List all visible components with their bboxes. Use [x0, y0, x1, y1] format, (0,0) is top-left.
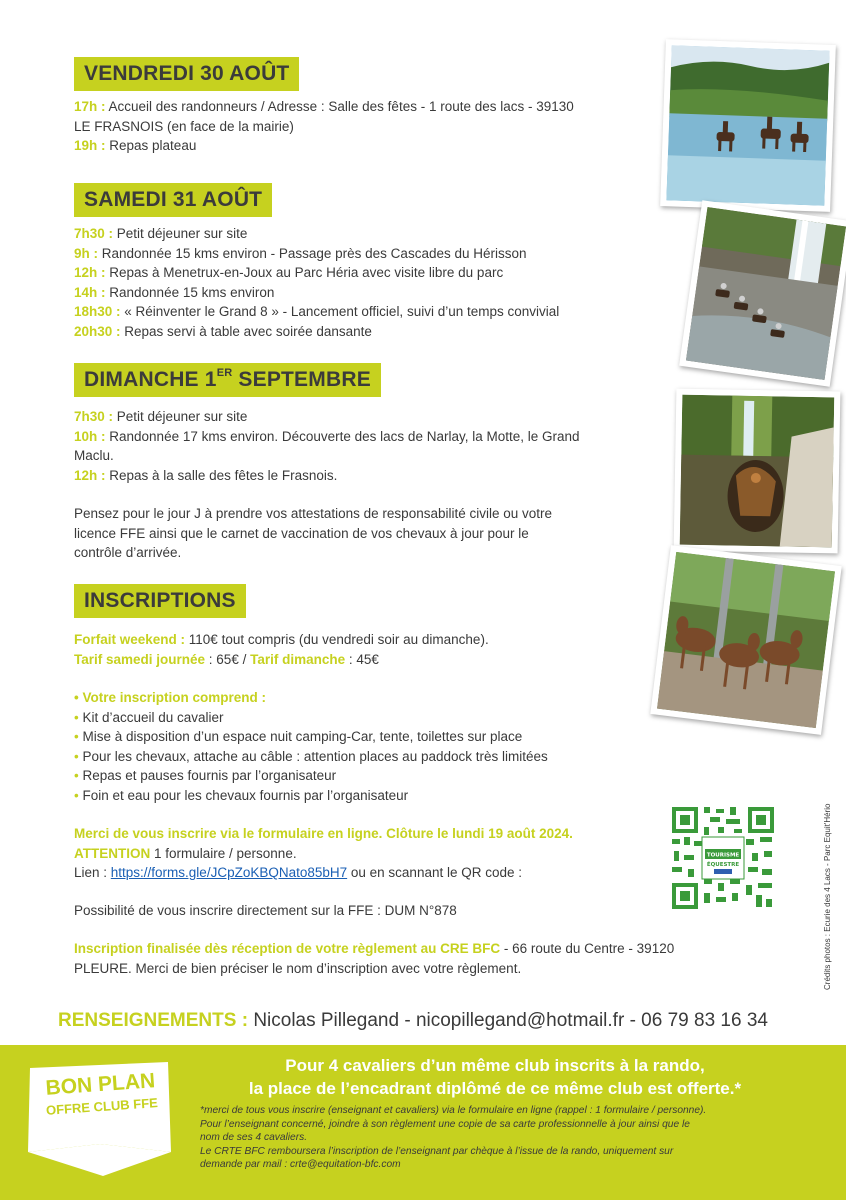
documents-note: Pensez pour le jour J à prendre vos attestations de responsabilité civile ou votre licence FFE ainsi que le carnet de vaccination de vos chevaux à jour pour le contrôle d’arrivée.: [74, 506, 553, 560]
schedule-line: 10h : Randonnée 17 kms environ. Découverte des lacs de Narlay, la Motte, le Grand: [74, 428, 580, 444]
qr-badge-bottom: ÉQUESTRE: [706, 862, 740, 868]
list-item: • Foin et eau pour les chevaux fournis par l’organisateur: [74, 786, 664, 806]
form-link[interactable]: https://forms.gle/JCpZoKBQNato85bH7: [110, 865, 348, 880]
schedule-line: 12h : Repas à la salle des fêtes le Frasnois.: [74, 467, 338, 483]
qr-code[interactable]: [670, 805, 776, 911]
day1-title: VENDREDI 30 AOÛT: [74, 57, 299, 91]
schedule-line: 19h : Repas plateau: [74, 138, 197, 153]
list-item: • Pour les chevaux, attache au câble : attention places au paddock très limitées: [74, 747, 664, 767]
schedule-line: 18h30 : « Réinventer le Grand 8 » - Lancement officiel, suivi d’un temps convivial: [74, 304, 560, 319]
schedule-line: 9h : Randonnée 15 kms environ - Passage près des Cascades du Hérisson: [74, 245, 527, 261]
photo-credits: Crédits photos : Ecurie des 4 Lacs - Parc Equit'Hério: [823, 803, 832, 990]
ffe-option: Possibilité de vous inscrire directement sur la FFE : DUM N°878: [74, 903, 457, 918]
day2-schedule: [74, 224, 664, 341]
offer-headline: Pour 4 cavaliers d’un même club inscrits à la rando, la place de l’encadrant diplômé de ce même club est offerte.*: [248, 1056, 742, 1098]
inscriptions-title: INSCRIPTIONS: [74, 584, 246, 618]
offer-conditions: *merci de tous vous inscrire (enseignant et cavaliers) via le formulaire en ligne (rappel : 1 formulaire / personne). Pour l’enseignant concerné, joindre à son règlement une copie de sa carte professionnelle à jour ainsi que le nom de ses 4 cavaliers. Le CRTE BFC remboursera l’inscription de l’enseignant par chèque à l’issue de la rando, uniquement sur demande par mail : crte@equitation-bfc.com: [200, 1105, 707, 1170]
contact-line: RENSEIGNEMENTS : Nicolas Pillegand - nicopillegand@hotmail.fr - 06 79 83 16 34: [58, 1010, 768, 1031]
qr-badge-top: TOURISME: [706, 852, 740, 859]
schedule-line: 17h : Accueil des randonneurs / Adresse : Salle des fêtes - 1 route des lacs - 39130: [74, 99, 574, 114]
registration-info: Merci de vous inscrire via le formulaire en ligne. Clôture le lundi 19 août 2024. ATTENTION 1 formulaire / personne. Lien : https://forms.gle/JCpZoKBQNato85bH7 ou en scannant le QR code :: [74, 826, 573, 880]
bonplan-label: BON PLAN OFFRE CLUB FFE: [44, 1069, 159, 1118]
day3-title: DIMANCHE 1ER SEPTEMBRE: [74, 363, 381, 397]
photo-lake-horses: [660, 39, 836, 212]
schedule-line: 12h : Repas à Menetrux-en-Joux au Parc Héria avec visite libre du parc: [74, 265, 504, 280]
schedule-line: 20h30 : Repas servi à table avec soirée dansante: [74, 323, 372, 339]
schedule-line: Maclu.: [74, 448, 114, 463]
inclusions-list: [74, 688, 664, 805]
finalization-info: Inscription finalisée dès réception de votre règlement au CRE BFC - 66 route du Centre - 39120 PLEURE. Merci de bien préciser le nom d’inscription avec votre règlement.: [74, 941, 675, 976]
photo-waterfall-ride: [679, 200, 846, 387]
day3-schedule: [74, 407, 664, 485]
schedule-line: LE FRASNOIS (en face de la mairie): [74, 118, 294, 134]
schedule-line: 14h : Randonnée 15 kms environ: [74, 284, 275, 300]
schedule-line: 7h30 : Petit déjeuner sur site: [74, 226, 248, 241]
list-item: • Mise à disposition d’un espace nuit camping-Car, tente, toilettes sur place: [74, 727, 664, 747]
pricing: Forfait weekend : 110€ tout compris (du vendredi soir au dimanche). Tarif samedi journée : 65€ / Tarif dimanche : 45€: [74, 632, 489, 667]
list-item: • Repas et pauses fournis par l’organisateur: [74, 766, 664, 786]
photo-deer-park: [650, 545, 841, 735]
list-item: • Kit d’accueil du cavalier: [74, 708, 664, 728]
schedule-line: 7h30 : Petit déjeuner sur site: [74, 409, 248, 424]
inclusions-heading: • Votre inscription comprend :: [74, 688, 664, 708]
day1-schedule: [74, 97, 664, 156]
day2-title: SAMEDI 31 AOÛT: [74, 183, 272, 217]
photo-forest-waterfall: [674, 389, 841, 554]
